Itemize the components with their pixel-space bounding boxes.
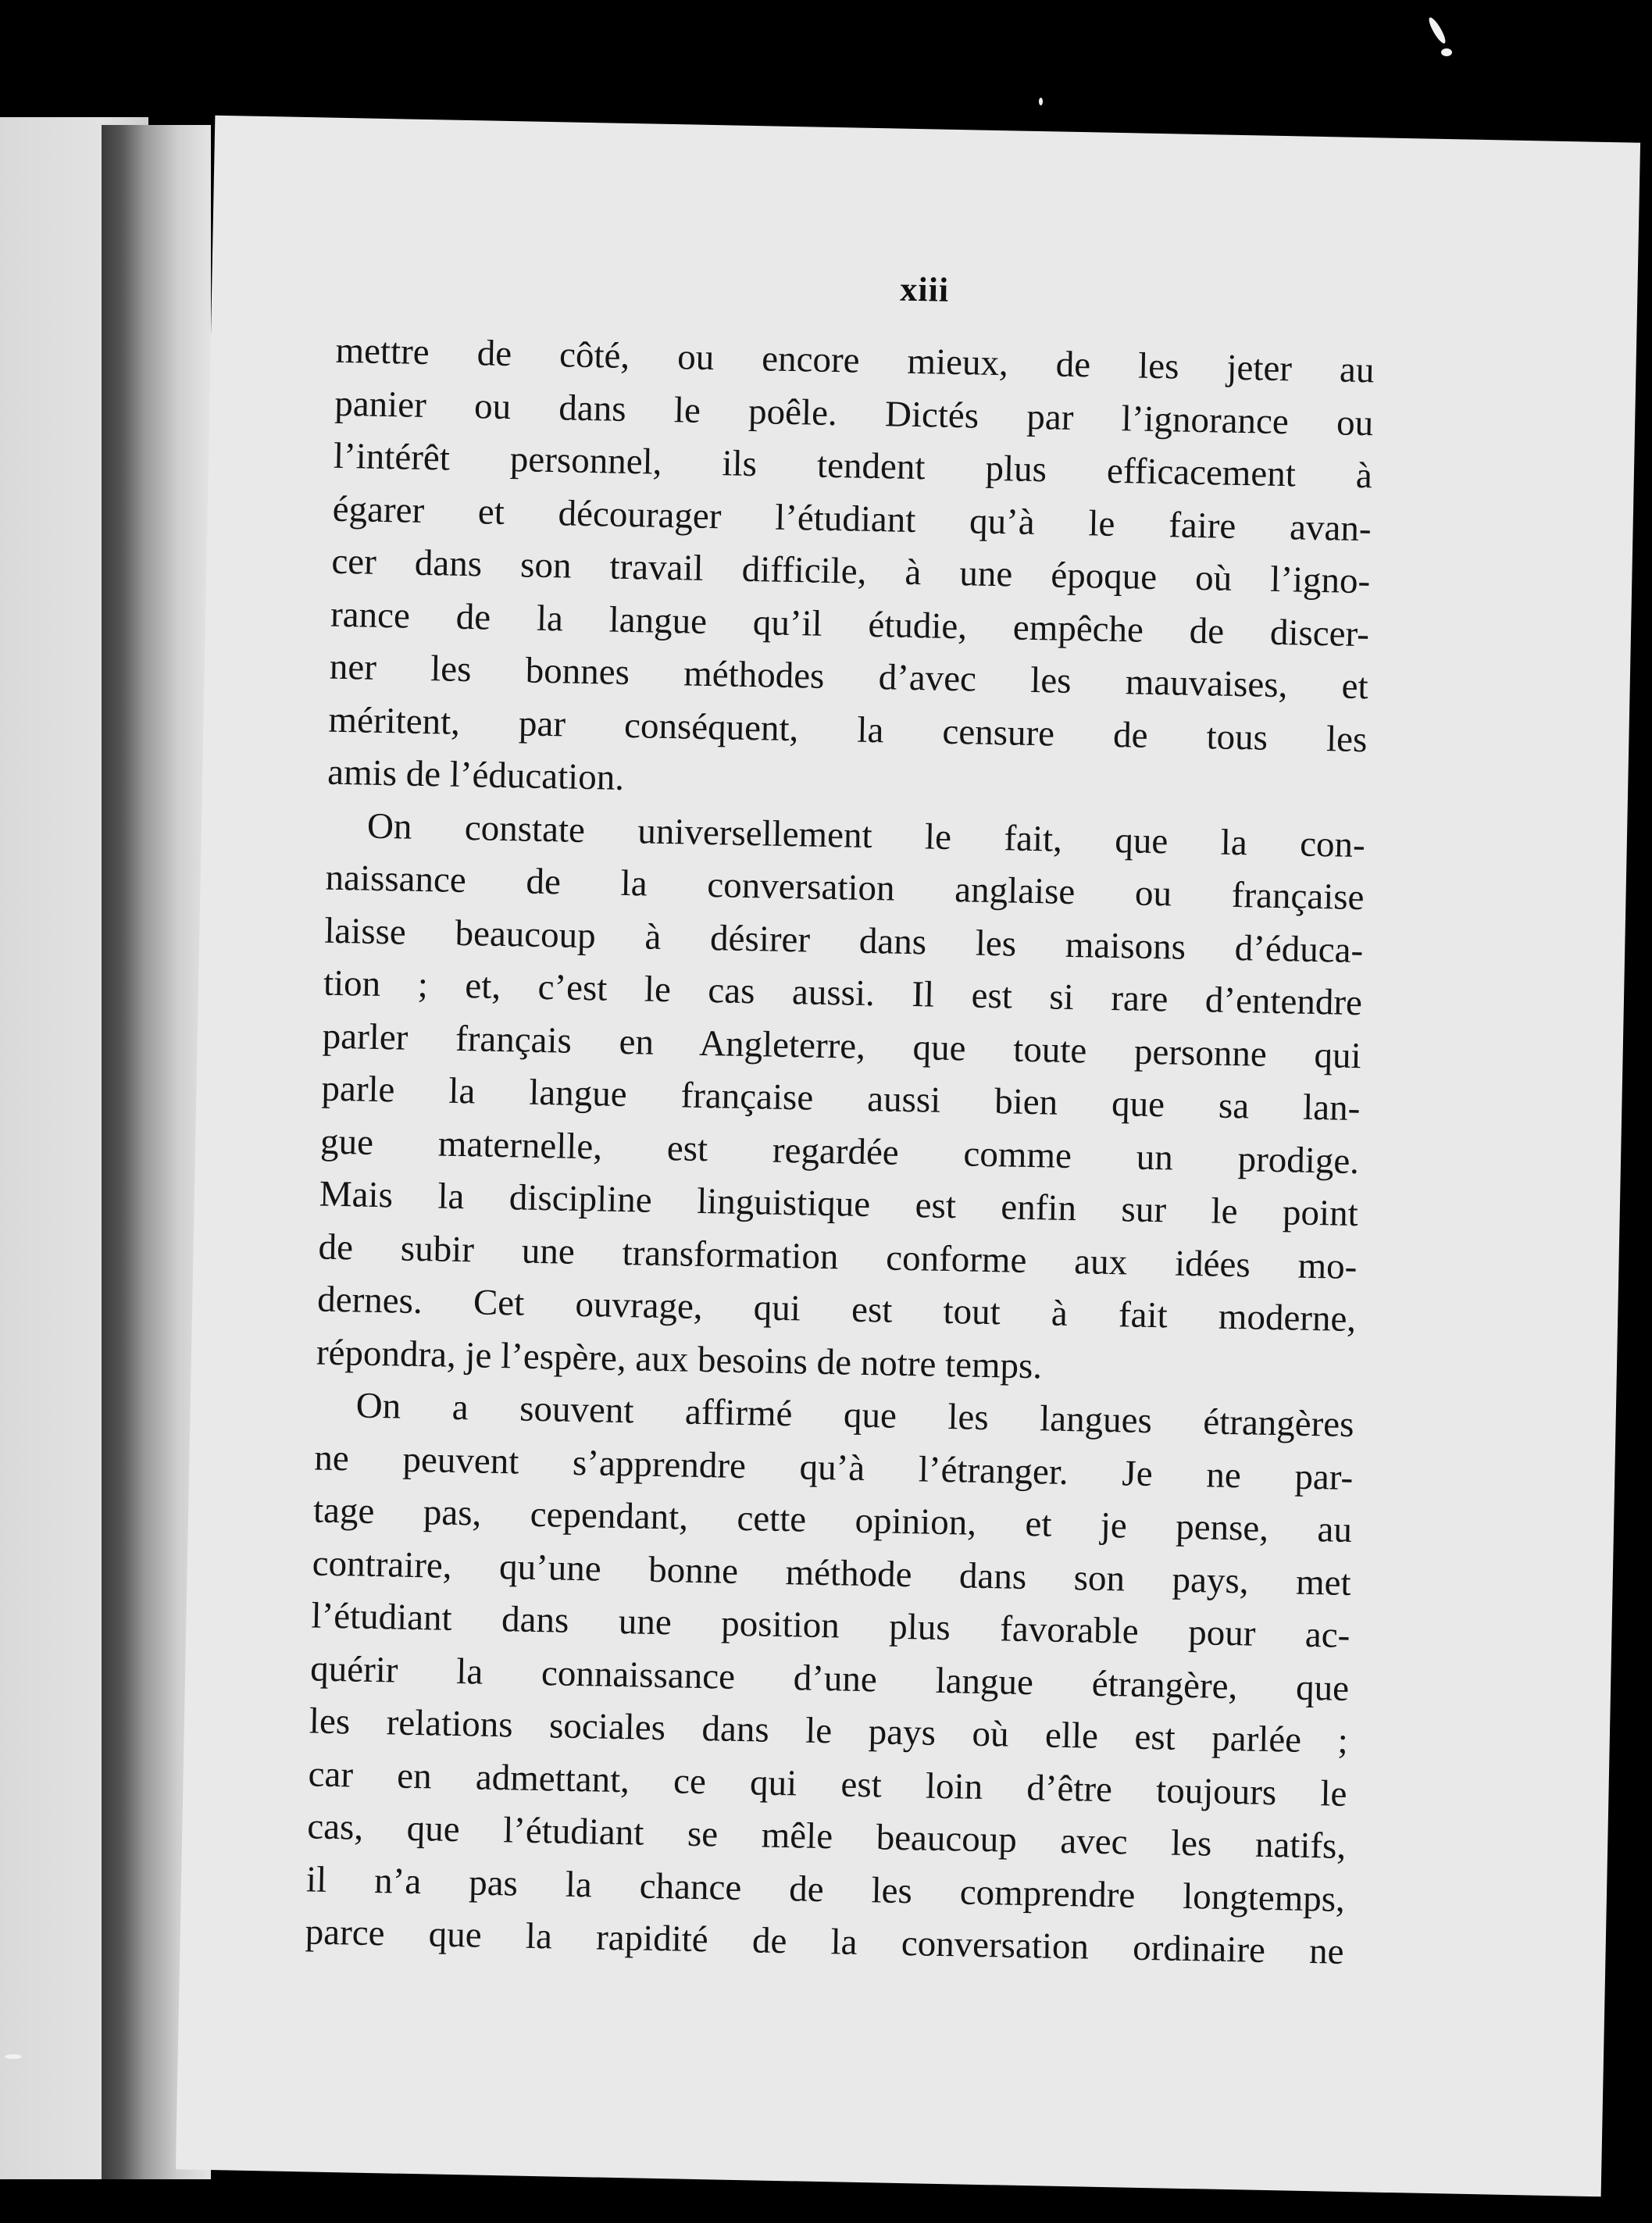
paragraph-2 bbox=[316, 799, 1365, 1399]
text-line: ner les bonnes méthodes d’avec les mauvaises, et bbox=[329, 646, 1369, 708]
text-line: cas, que l’étudiant se mêle beaucoup avec les natifs, bbox=[306, 1806, 1347, 1867]
text-line: l’intérêt personnel, ils tendent plus efficacement à bbox=[333, 435, 1373, 497]
dust-speck bbox=[5, 2054, 22, 2059]
text-line: égarer et décourager l’étudiant qu’à le faire avan- bbox=[332, 488, 1372, 549]
text-line: On constate universellement le fait, que la con- bbox=[366, 805, 1366, 865]
text-line: les relations sociales dans le pays où elle est parlée ; bbox=[309, 1700, 1349, 1761]
text-line: cer dans son travail difficile, à une époque où l’igno- bbox=[330, 541, 1371, 602]
text-line: gue maternelle, est regardée comme un prodige. bbox=[319, 1121, 1360, 1182]
text-line: tage pas, cependant, cette opinion, et je pense, au bbox=[312, 1490, 1353, 1550]
text-line: panier ou dans le poêle. Dictés par l’ignorance ou bbox=[334, 383, 1374, 444]
text-line: dernes. Cet ouvrage, qui est tout à fait moderne, bbox=[316, 1279, 1357, 1340]
page-number: xiii bbox=[899, 269, 950, 309]
book-page bbox=[176, 116, 1640, 2197]
text-line: car en admettant, ce qui est loin d’être toujours le bbox=[308, 1753, 1347, 1814]
text-line: Mais la discipline linguistique est enfin sur le point bbox=[319, 1173, 1359, 1235]
text-line: parle la langue française aussi bien que sa lan- bbox=[321, 1068, 1361, 1129]
text-line: répondra, je l’espère, aux besoins de notre temps. bbox=[316, 1332, 1043, 1386]
paragraph-3 bbox=[305, 1379, 1354, 1979]
text-line: parler français en Angleterre, que toute personne qui bbox=[322, 1015, 1362, 1076]
dust-speck bbox=[1441, 48, 1452, 56]
text-line: il n’a pas la chance de les comprendre longtemps, bbox=[305, 1858, 1346, 1920]
text-line: de subir une transformation conforme aux idées mo- bbox=[318, 1226, 1358, 1287]
text-line: l’étudiant dans une position plus favorable pour ac- bbox=[311, 1595, 1351, 1656]
text-line: tion ; et, c’est le cas aussi. Il est si rare d’entendre bbox=[323, 962, 1363, 1024]
text-line: amis de l’éducation. bbox=[326, 751, 625, 798]
paragraph-1 bbox=[327, 325, 1375, 819]
page-body bbox=[305, 325, 1375, 1979]
text-line: parce que la rapidité de la conversation ordinaire ne bbox=[305, 1911, 1345, 1972]
text-line: naissance de la conversation anglaise ou française bbox=[325, 857, 1365, 919]
text-line: quérir la connaissance d’une langue étrangère, que bbox=[309, 1647, 1350, 1709]
text-line: ne peuvent s’apprendre qu’à l’étranger. Je ne par- bbox=[313, 1436, 1354, 1498]
text-line: laisse beaucoup à désirer dans les maisons d’éduca- bbox=[323, 910, 1364, 971]
dust-speck bbox=[1039, 98, 1043, 105]
text-line: mettre de côté, ou encore mieux, de les jeter au bbox=[335, 330, 1375, 391]
text-line: rance de la langue qu’il étudie, empêche de discer- bbox=[330, 594, 1370, 655]
text-line: On a souvent affirmé que les langues étrangères bbox=[355, 1385, 1355, 1446]
dust-speck bbox=[1426, 16, 1448, 45]
text-line: contraire, qu’une bonne méthode dans son pays, met bbox=[312, 1542, 1352, 1604]
text-line: méritent, par conséquent, la censure de tous les bbox=[328, 699, 1368, 760]
